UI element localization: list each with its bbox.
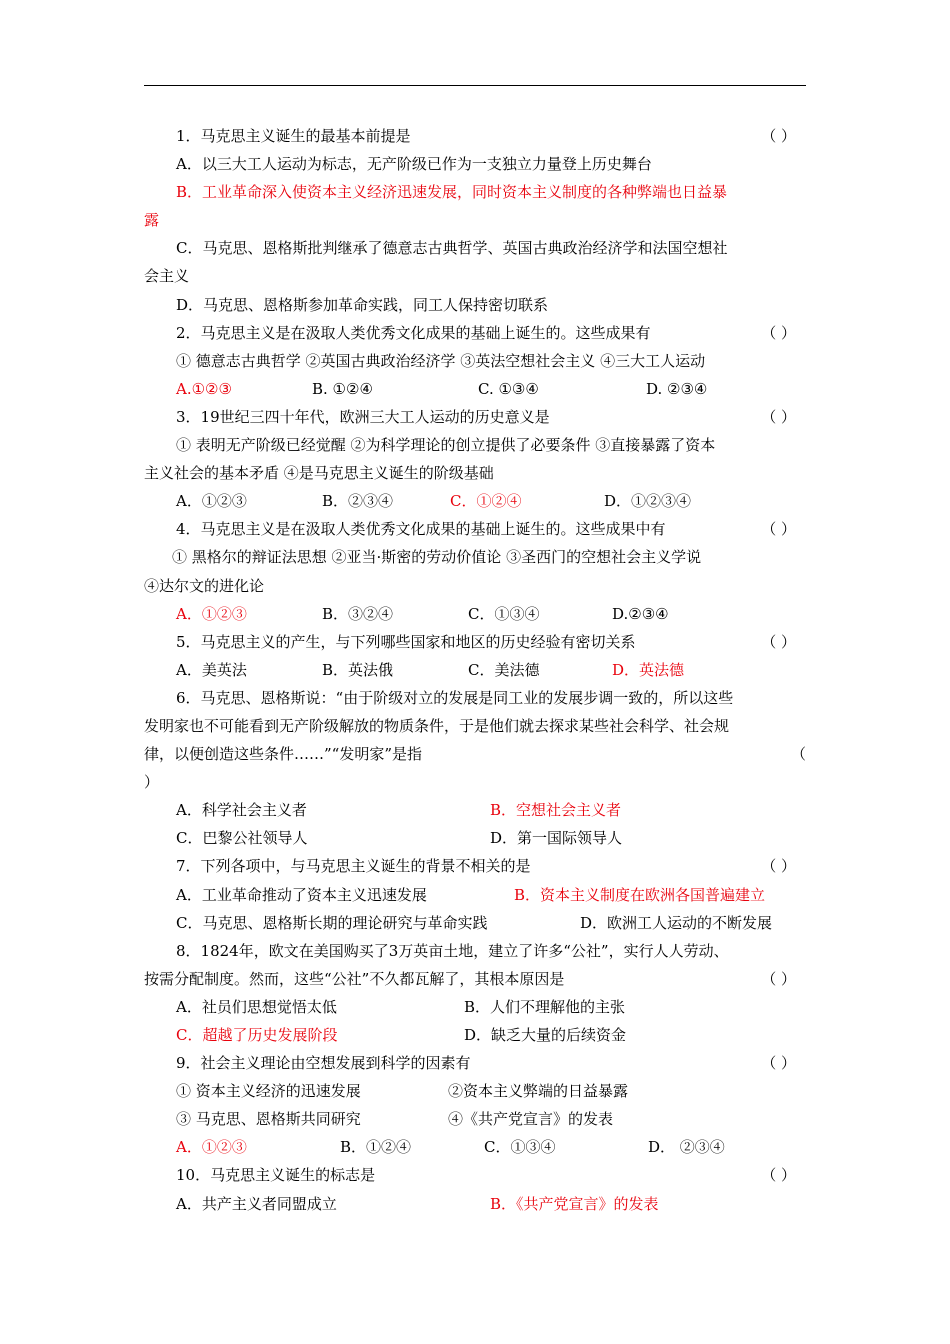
q7-options-row2 xyxy=(144,909,806,937)
question-5-stem xyxy=(144,628,806,656)
q3-option-b: B．②③④ xyxy=(322,492,394,511)
question-text: 按需分配制度。然而，这些“公社”不久都瓦解了，其根本原因是 xyxy=(144,969,565,988)
q4-option-a: A．①②③ xyxy=(176,604,247,623)
q9-items-row2 xyxy=(144,1105,806,1133)
q8-option-b: B．人们不理解他的主张 xyxy=(464,997,626,1016)
q8-option-d: D．缺乏大量的后续资金 xyxy=(464,1026,627,1044)
question-1-stem xyxy=(144,122,806,150)
question-text: 9．社会主义理论由空想发展到科学的因素有 xyxy=(176,1054,471,1073)
q2-option-c: C. ①③④ xyxy=(478,379,539,398)
q5-option-c: C．美法德 xyxy=(468,660,540,679)
question-4-stem xyxy=(144,515,806,543)
q7-option-a: A．工业革命推动了资本主义迅速发展 xyxy=(176,885,427,904)
q4-options xyxy=(144,600,806,628)
answer-paren-close: ） xyxy=(144,773,160,792)
q9-items-row1 xyxy=(144,1077,806,1105)
question-7-stem xyxy=(144,852,806,880)
q3-option-a: A．①②③ xyxy=(176,492,247,511)
question-3-stem xyxy=(144,403,806,431)
question-8-stem-cont xyxy=(144,965,806,993)
q3-option-d: D．①②③④ xyxy=(604,492,692,511)
answer-paren: （ ） xyxy=(761,1166,796,1185)
q8-option-c: C．超越了历史发展阶段 xyxy=(176,1026,338,1044)
q9-item-1: ① 资本主义经济的迅速发展 xyxy=(176,1082,361,1101)
q6-option-c: C．巴黎公社领导人 xyxy=(176,829,308,848)
q7-option-c: C．马克思、恩格斯长期的理论研究与革命实践 xyxy=(176,913,488,932)
q6-option-a: A．科学社会主义者 xyxy=(176,801,307,820)
q7-options-row1 xyxy=(144,881,806,909)
q9-option-a: A．①②③ xyxy=(176,1138,247,1157)
q10-options xyxy=(144,1190,806,1218)
q5-options xyxy=(144,656,806,684)
q9-option-d: D． ②③④ xyxy=(648,1138,725,1157)
q6-option-d: D．第一国际领导人 xyxy=(490,829,623,848)
question-text: 10．马克思主义诞生的标志是 xyxy=(176,1166,376,1185)
question-10-stem xyxy=(144,1161,806,1189)
q7-option-b: B．资本主义制度在欧洲各国普遍建立 xyxy=(514,885,766,904)
answer-paren: （ ） xyxy=(761,520,796,539)
answer-paren-open: （ xyxy=(790,745,806,764)
q5-option-b: B．英法俄 xyxy=(322,660,394,679)
answer-paren: （ ） xyxy=(761,127,796,145)
q1-option-b: B．工业革命深入使资本主义经济迅速发展，同时资本主义制度的各种弊端也日益暴 xyxy=(176,183,728,202)
q6-options-row2 xyxy=(144,824,806,852)
q6-option-b: B．空想社会主义者 xyxy=(490,801,622,820)
q4-items: ① 黑格尔的辩证法思想 ②亚当·斯密的劳动价值论 ③圣西门的空想社会主义学说 xyxy=(172,548,702,567)
q4-option-c: C．①③④ xyxy=(468,604,540,623)
q9-item-4: ④《共产党宣言》的发表 xyxy=(448,1110,614,1129)
question-2-stem xyxy=(144,319,806,347)
q1-option-c: C．马克思、恩格斯批判继承了德意志古典哲学、英国古典政治经济学和法国空想社 xyxy=(176,239,728,258)
q9-options xyxy=(144,1133,806,1161)
q1-option-a: A．以三大工人运动为标志，无产阶级已作为一支独立力量登上历史舞台 xyxy=(176,155,652,174)
question-text: 7．下列各项中，与马克思主义诞生的背景不相关的是 xyxy=(176,857,531,876)
q2-option-d: D. ②③④ xyxy=(646,379,708,398)
q2-options xyxy=(144,375,806,403)
question-text: 4．马克思主义是在汲取人类优秀文化成果的基础上诞生的。这些成果中有 xyxy=(176,520,666,539)
q9-item-2: ②资本主义弊端的日益暴露 xyxy=(448,1082,629,1101)
q5-option-a: A．美英法 xyxy=(176,660,247,679)
question-8-stem: 8．1824年，欧文在美国购买了3万英亩土地，建立了许多“公社”，实行人人劳动、 xyxy=(176,941,729,960)
q10-option-b: B．《共产党宣言》的发表 xyxy=(490,1194,659,1213)
q3-items-cont: 主义社会的基本矛盾 ④是马克思主义诞生的阶级基础 xyxy=(144,464,494,483)
q1-option-c-cont: 会主义 xyxy=(144,267,190,286)
q3-items: ① 表明无产阶级已经觉醒 ②为科学理论的创立提供了必要条件 ③直接暴露了资本 xyxy=(176,436,716,455)
q1-option-d: D．马克思、恩格斯参加革命实践，同工人保持密切联系 xyxy=(176,295,549,314)
question-text: 5．马克思主义的产生，与下列哪些国家和地区的历史经验有密切关系 xyxy=(176,632,636,651)
answer-paren: （ ） xyxy=(761,1054,796,1073)
answer-paren: （ ） xyxy=(761,632,796,651)
q2-option-b: B. ①②④ xyxy=(312,379,373,398)
question-9-stem xyxy=(144,1049,806,1077)
q8-options-row1 xyxy=(144,993,806,1021)
q4-option-d: D.②③④ xyxy=(612,604,669,623)
q8-option-a: A．社员们思想觉悟太低 xyxy=(176,997,337,1016)
question-6-stem: 6．马克思、恩格斯说：“由于阶级对立的发展是同工业的发展步调一致的，所以这些 xyxy=(176,688,734,707)
q9-option-c: C．①③④ xyxy=(484,1138,556,1157)
question-6-stem-cont: 发明家也不可能看到无产阶级解放的物质条件，于是他们就去探求某些社会科学、社会规 xyxy=(144,716,730,735)
q10-option-a: A．共产主义者同盟成立 xyxy=(176,1194,337,1213)
q2-option-a: A.①②③ xyxy=(176,379,232,398)
answer-paren: （ ） xyxy=(761,323,796,342)
q9-option-b: B．①②④ xyxy=(340,1138,412,1157)
question-list xyxy=(144,122,806,1218)
question-text: 1．马克思主义诞生的最基本前提是 xyxy=(176,127,411,145)
question-text: 3．19世纪三四十年代，欧洲三大工人运动的历史意义是 xyxy=(176,407,550,426)
answer-paren: （ ） xyxy=(761,969,796,988)
question-6-stem-end xyxy=(144,740,806,768)
header-rule xyxy=(144,85,806,86)
q2-items: ① 德意志古典哲学 ②英国古典政治经济学 ③英法空想社会主义 ④三大工人运动 xyxy=(176,351,706,370)
q9-item-3: ③ 马克思、恩格斯共同研究 xyxy=(176,1110,361,1129)
question-text: 律，以便创造这些条件……”“发明家”是指 xyxy=(144,745,423,764)
q6-options-row1 xyxy=(144,796,806,824)
q3-option-c: C．①②④ xyxy=(450,492,522,511)
answer-paren: （ ） xyxy=(761,407,796,426)
q7-option-d: D．欧洲工人运动的不断发展 xyxy=(580,913,773,932)
question-text: 2．马克思主义是在汲取人类优秀文化成果的基础上诞生的。这些成果有 xyxy=(176,323,651,342)
q3-options xyxy=(144,487,806,515)
answer-paren: （ ） xyxy=(761,857,796,876)
q4-option-b: B．③②④ xyxy=(322,604,394,623)
q4-items-cont: ④达尔文的进化论 xyxy=(144,576,265,595)
q1-option-b-cont: 露 xyxy=(144,211,160,230)
q5-option-d: D．英法德 xyxy=(612,660,685,679)
q8-options-row2 xyxy=(144,1021,806,1049)
